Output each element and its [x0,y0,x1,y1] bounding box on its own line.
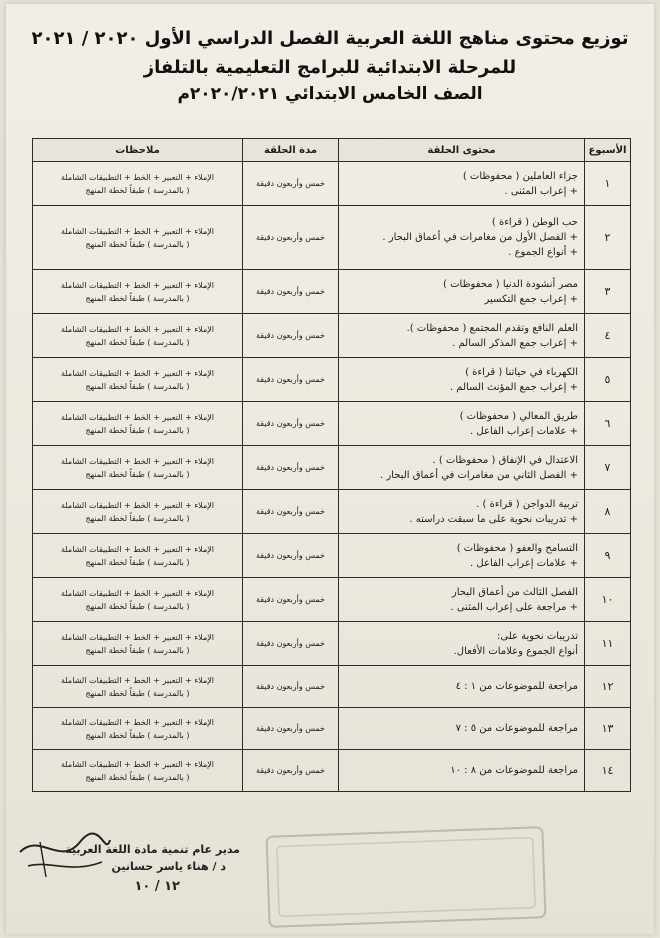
document-header [20,28,640,104]
header-line-2: للمرحلة الابتدائية للبرامج التعليمية بالتلفاز [143,57,517,78]
week-number: ٤ [585,314,631,358]
table-row [33,622,631,666]
episode-notes [33,750,243,792]
notes-line: ( بالمدرسة ) طبقاً لخطة المنهج [85,601,190,611]
week-number: ٥ [585,358,631,402]
episode-content [339,314,585,358]
content-line: + إعراب المثنى . [504,185,578,197]
week-number: ١٤ [585,750,631,792]
notes-line: الإملاء + التعبير + الخط + التطبيقات الشاملة [60,717,215,727]
episode-duration: خمس وأربعون دقيقة [243,666,339,708]
notes-line: ( بالمدرسة ) طبقاً لخطة المنهج [85,772,190,782]
content-line: الفصل الثالث من أعماق البحار [451,586,578,598]
table-row [33,750,631,792]
episode-notes [33,446,243,490]
week-number: ١٠ [585,578,631,622]
header-line-1: توزيع محتوى مناهج اللغة العربية الفصل الدراسي الأول ٢٠٢٠ / ٢٠٢١ [31,28,629,49]
table-row [33,490,631,534]
episode-duration: خمس وأربعون دقيقة [243,534,339,578]
episode-notes [33,206,243,270]
content-line: التسامح والعفو ( محفوظات ) [456,542,578,554]
content-line: الكهرباء في حياتنا ( قراءة ) [465,366,578,378]
content-line: + الفصل الثاني من مغامرات في أعماق البحار . [379,469,578,481]
content-line: مراجعة للموضوعات من ٥ : ٧ [455,723,578,734]
notes-line: ( بالمدرسة ) طبقاً لخطة المنهج [85,293,190,303]
header-line-3: الصف الخامس الابتدائي ٢٠٢٠/٢٠٢١م [177,84,483,104]
content-line: مراجعة للموضوعات من ١ : ٤ [455,681,578,692]
episode-notes [33,666,243,708]
column-header-duration: مدة الحلقة [243,139,339,162]
content-line: الاعتدال في الإنفاق ( محفوظات ) . [432,454,578,466]
content-line: طريق المعالي ( محفوظات ) [459,410,578,422]
notes-line: الإملاء + التعبير + الخط + التطبيقات الشاملة [60,588,215,598]
content-line: + علامات إعراب الفاعل . [470,557,578,569]
table-row [33,358,631,402]
notes-line: ( بالمدرسة ) طبقاً لخطة المنهج [85,513,190,523]
episode-duration: خمس وأربعون دقيقة [243,490,339,534]
notes-line: الإملاء + التعبير + الخط + التطبيقات الشاملة [60,172,215,182]
table-row [33,270,631,314]
content-line: مصر أنشودة الدنيا ( محفوظات ) [443,278,578,290]
week-number: ١ [585,162,631,206]
notes-line: ( بالمدرسة ) طبقاً لخطة المنهج [85,645,190,655]
notes-line: ( بالمدرسة ) طبقاً لخطة المنهج [85,185,190,195]
content-line: + مراجعة على إعراب المثنى . [450,601,578,613]
episode-notes [33,622,243,666]
notes-line: ( بالمدرسة ) طبقاً لخطة المنهج [85,425,190,435]
week-number: ٨ [585,490,631,534]
content-line: تدريبات نحوية على: [496,630,578,642]
content-line: أنواع الجموع وعلامات الأفعال. [453,645,578,657]
content-line: جزاء العاملين ( محفوظات ) [462,170,578,182]
notes-line: ( بالمدرسة ) طبقاً لخطة المنهج [85,557,190,567]
notes-line: ( بالمدرسة ) طبقاً لخطة المنهج [85,381,190,391]
table-header-row [33,139,631,162]
column-header-week: الأسبوع [585,139,631,162]
director-title: مدير عام تنمية مادة اللغة العربية [65,843,240,856]
table-row [33,314,631,358]
table-row [33,446,631,490]
episode-duration: خمس وأربعون دقيقة [243,750,339,792]
table-row [33,402,631,446]
episode-content [339,666,585,708]
notes-line: ( بالمدرسة ) طبقاً لخطة المنهج [85,730,190,740]
table-row [33,206,631,270]
episode-notes [33,534,243,578]
episode-content [339,162,585,206]
week-number: ٣ [585,270,631,314]
table-row [33,534,631,578]
content-line: + علامات إعراب الفاعل . [470,425,578,437]
notes-line: الإملاء + التعبير + الخط + التطبيقات الشاملة [60,675,215,685]
episode-content [339,578,585,622]
episode-duration: خمس وأربعون دقيقة [243,402,339,446]
notes-line: الإملاء + التعبير + الخط + التطبيقات الشاملة [60,368,215,378]
episode-notes [33,708,243,750]
week-number: ١٣ [585,708,631,750]
content-line: مراجعة للموضوعات من ٨ : ١٠ [450,765,578,776]
week-number: ١٢ [585,666,631,708]
week-number: ٢ [585,206,631,270]
table-row [33,162,631,206]
week-number: ٧ [585,446,631,490]
column-header-content: محتوى الحلقة [339,139,585,162]
notes-line: الإملاء + التعبير + الخط + التطبيقات الشاملة [60,632,215,642]
director-name: د / هناء ياسر حسانين [111,860,226,873]
column-header-notes: ملاحظات [33,139,243,162]
notes-line: ( بالمدرسة ) طبقاً لخطة المنهج [85,688,190,698]
episode-notes [33,402,243,446]
episode-notes [33,578,243,622]
content-line: + إعراب جمع التكسير [484,293,578,305]
content-line: تربية الدواجن ( قراءة ) . [476,498,578,510]
document-footer [40,843,240,894]
content-line: + إعراب جمع المؤنث السالم . [449,381,578,393]
episode-duration: خمس وأربعون دقيقة [243,622,339,666]
episode-duration: خمس وأربعون دقيقة [243,446,339,490]
content-line: + الفصل الأول من مغامرات في أعماق البحار . [382,232,578,243]
table-row [33,578,631,622]
notes-line: الإملاء + التعبير + الخط + التطبيقات الشاملة [60,280,215,290]
notes-line: الإملاء + التعبير + الخط + التطبيقات الشاملة [60,456,215,466]
episode-content [339,490,585,534]
episode-content [339,206,585,270]
episode-duration: خمس وأربعون دقيقة [243,270,339,314]
week-number: ٦ [585,402,631,446]
episode-content [339,446,585,490]
episode-duration: خمس وأربعون دقيقة [243,578,339,622]
notes-line: الإملاء + التعبير + الخط + التطبيقات الشاملة [60,324,215,334]
episode-content [339,358,585,402]
episode-notes [33,314,243,358]
content-line: العلم النافع وتقدم المجتمع ( محفوظات ). [406,322,578,334]
episode-content [339,402,585,446]
episode-duration: خمس وأربعون دقيقة [243,708,339,750]
notes-line: الإملاء + التعبير + الخط + التطبيقات الشاملة [60,226,215,236]
episode-content [339,534,585,578]
table-row [33,666,631,708]
content-line: + إعراب جمع المذكر السالم . [452,337,578,349]
content-line: حب الوطن ( قراءة ) [491,217,578,228]
notes-line: الإملاء + التعبير + الخط + التطبيقات الشاملة [60,412,215,422]
episode-notes [33,490,243,534]
week-number: ١١ [585,622,631,666]
notes-line: الإملاء + التعبير + الخط + التطبيقات الشاملة [60,500,215,510]
episode-duration: خمس وأربعون دقيقة [243,206,339,270]
episode-content [339,708,585,750]
episode-notes [33,358,243,402]
notes-line: ( بالمدرسة ) طبقاً لخطة المنهج [85,337,190,347]
curriculum-table [32,138,631,792]
table-body [33,162,631,792]
signature-mark: ١٢ / ١٠ [134,879,180,894]
week-number: ٩ [585,534,631,578]
notes-line: ( بالمدرسة ) طبقاً لخطة المنهج [85,469,190,479]
episode-content [339,270,585,314]
episode-content [339,622,585,666]
notes-line: الإملاء + التعبير + الخط + التطبيقات الشاملة [60,544,215,554]
table-row [33,708,631,750]
episode-notes [33,162,243,206]
episode-notes [33,270,243,314]
content-line: + أنواع الجموع . [508,247,578,258]
notes-line: ( بالمدرسة ) طبقاً لخطة المنهج [85,239,190,249]
notes-line: الإملاء + التعبير + الخط + التطبيقات الشاملة [60,759,215,769]
episode-duration: خمس وأربعون دقيقة [243,358,339,402]
content-line: + تدريبات نحوية على ما سبقت دراسته . [409,513,578,525]
episode-duration: خمس وأربعون دقيقة [243,314,339,358]
episode-content [339,750,585,792]
episode-duration: خمس وأربعون دقيقة [243,162,339,206]
